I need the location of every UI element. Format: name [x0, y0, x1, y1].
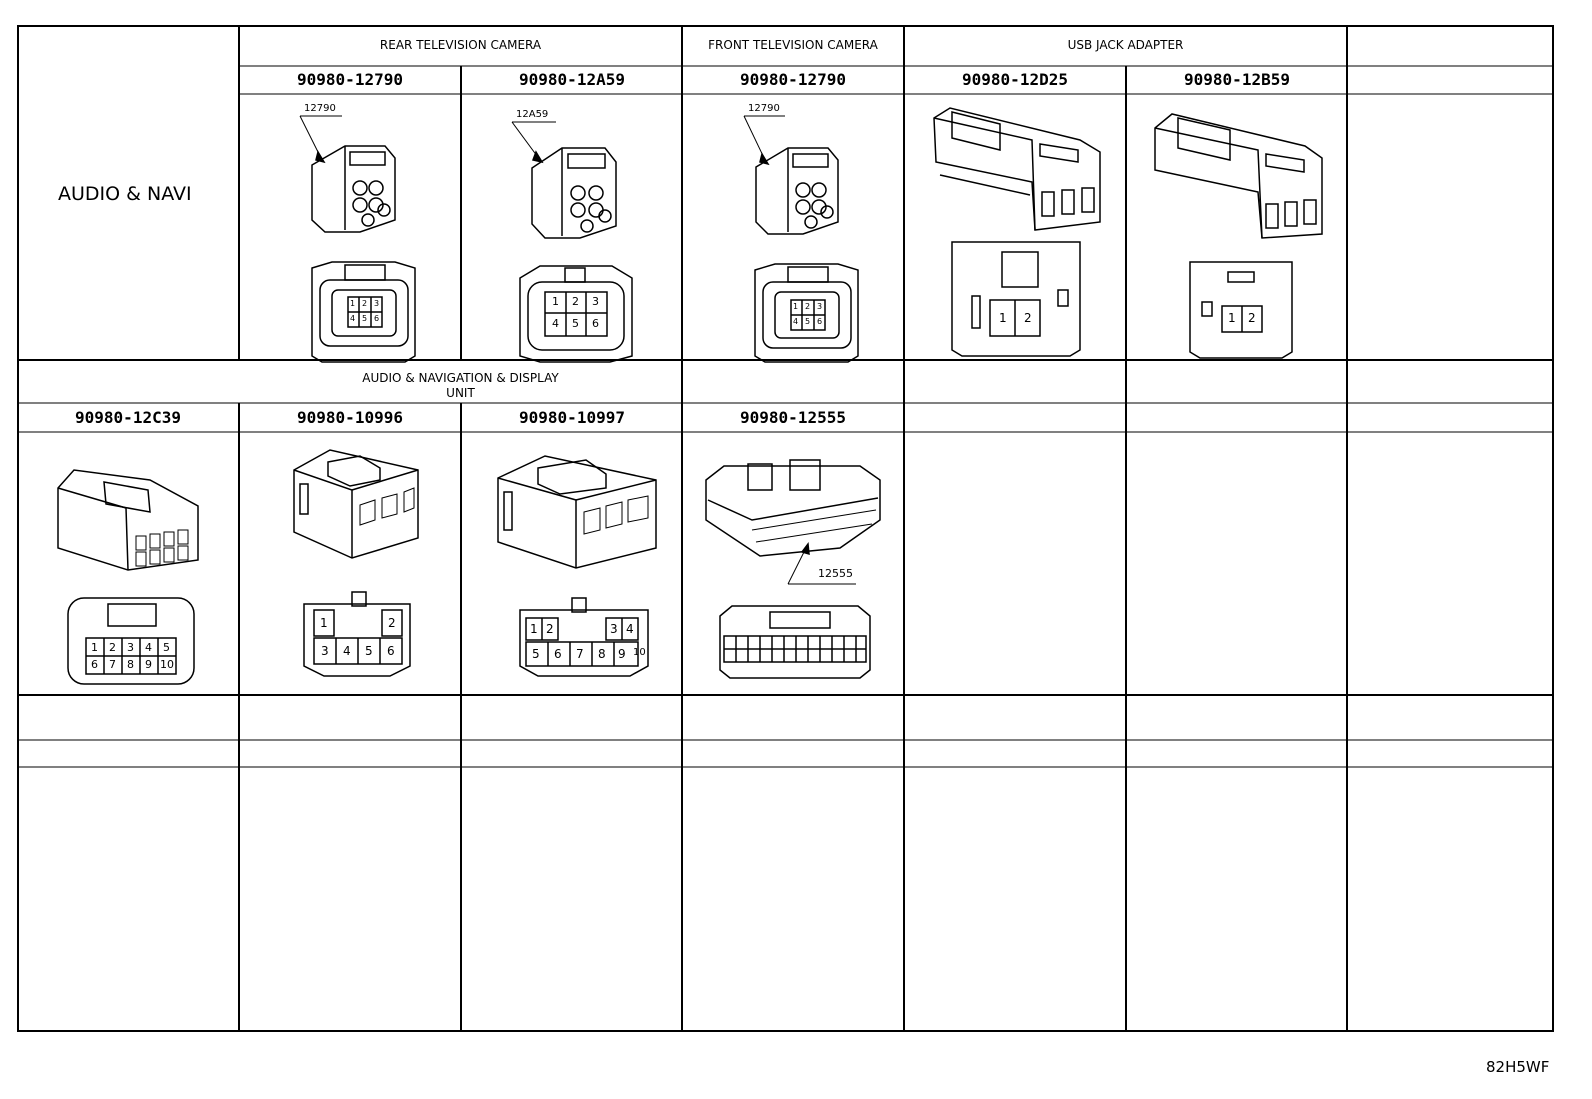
part-number: 90980-12B59 [1184, 70, 1290, 89]
connector-drawing-usb-12D25 [934, 108, 1100, 356]
part-number: 90980-12D25 [962, 70, 1068, 89]
drawing-code: 82H5WF [1486, 1058, 1550, 1076]
header-front-television-camera: FRONT TELEVISION CAMERA [708, 38, 878, 52]
header-rear-television-camera: REAR TELEVISION CAMERA [379, 38, 542, 52]
connector-drawing-10996 [294, 450, 418, 676]
part-number: 90980-12C39 [75, 408, 181, 427]
connector-tag: 12790 [304, 103, 336, 114]
connector-drawing-rear-cam-12790 [300, 116, 415, 362]
connector-tag: 12790 [748, 103, 780, 114]
part-number: 90980-10997 [519, 408, 625, 427]
connector-drawing-10997 [498, 456, 656, 676]
connector-tag: 12A59 [516, 109, 549, 120]
connector-drawing-front-cam-12790 [744, 116, 858, 362]
connector-drawing-usb-12B59 [1155, 114, 1322, 358]
header-usb-jack-adapter: USB JACK ADAPTER [1067, 38, 1184, 52]
connector-drawing-12555 [706, 460, 880, 678]
part-number: 90980-10996 [297, 408, 403, 427]
part-number: 90980-12555 [740, 408, 846, 427]
part-number: 90980-12A59 [519, 70, 625, 89]
connector-tag: 12555 [818, 567, 853, 580]
part-number: 90980-12790 [740, 70, 846, 89]
system-label: AUDIO & NAVI [58, 183, 192, 205]
header-audio-navigation-display-unit: AUDIO & NAVIGATION & DISPLAY UNIT [362, 371, 559, 400]
part-number: 90980-12790 [297, 70, 403, 89]
